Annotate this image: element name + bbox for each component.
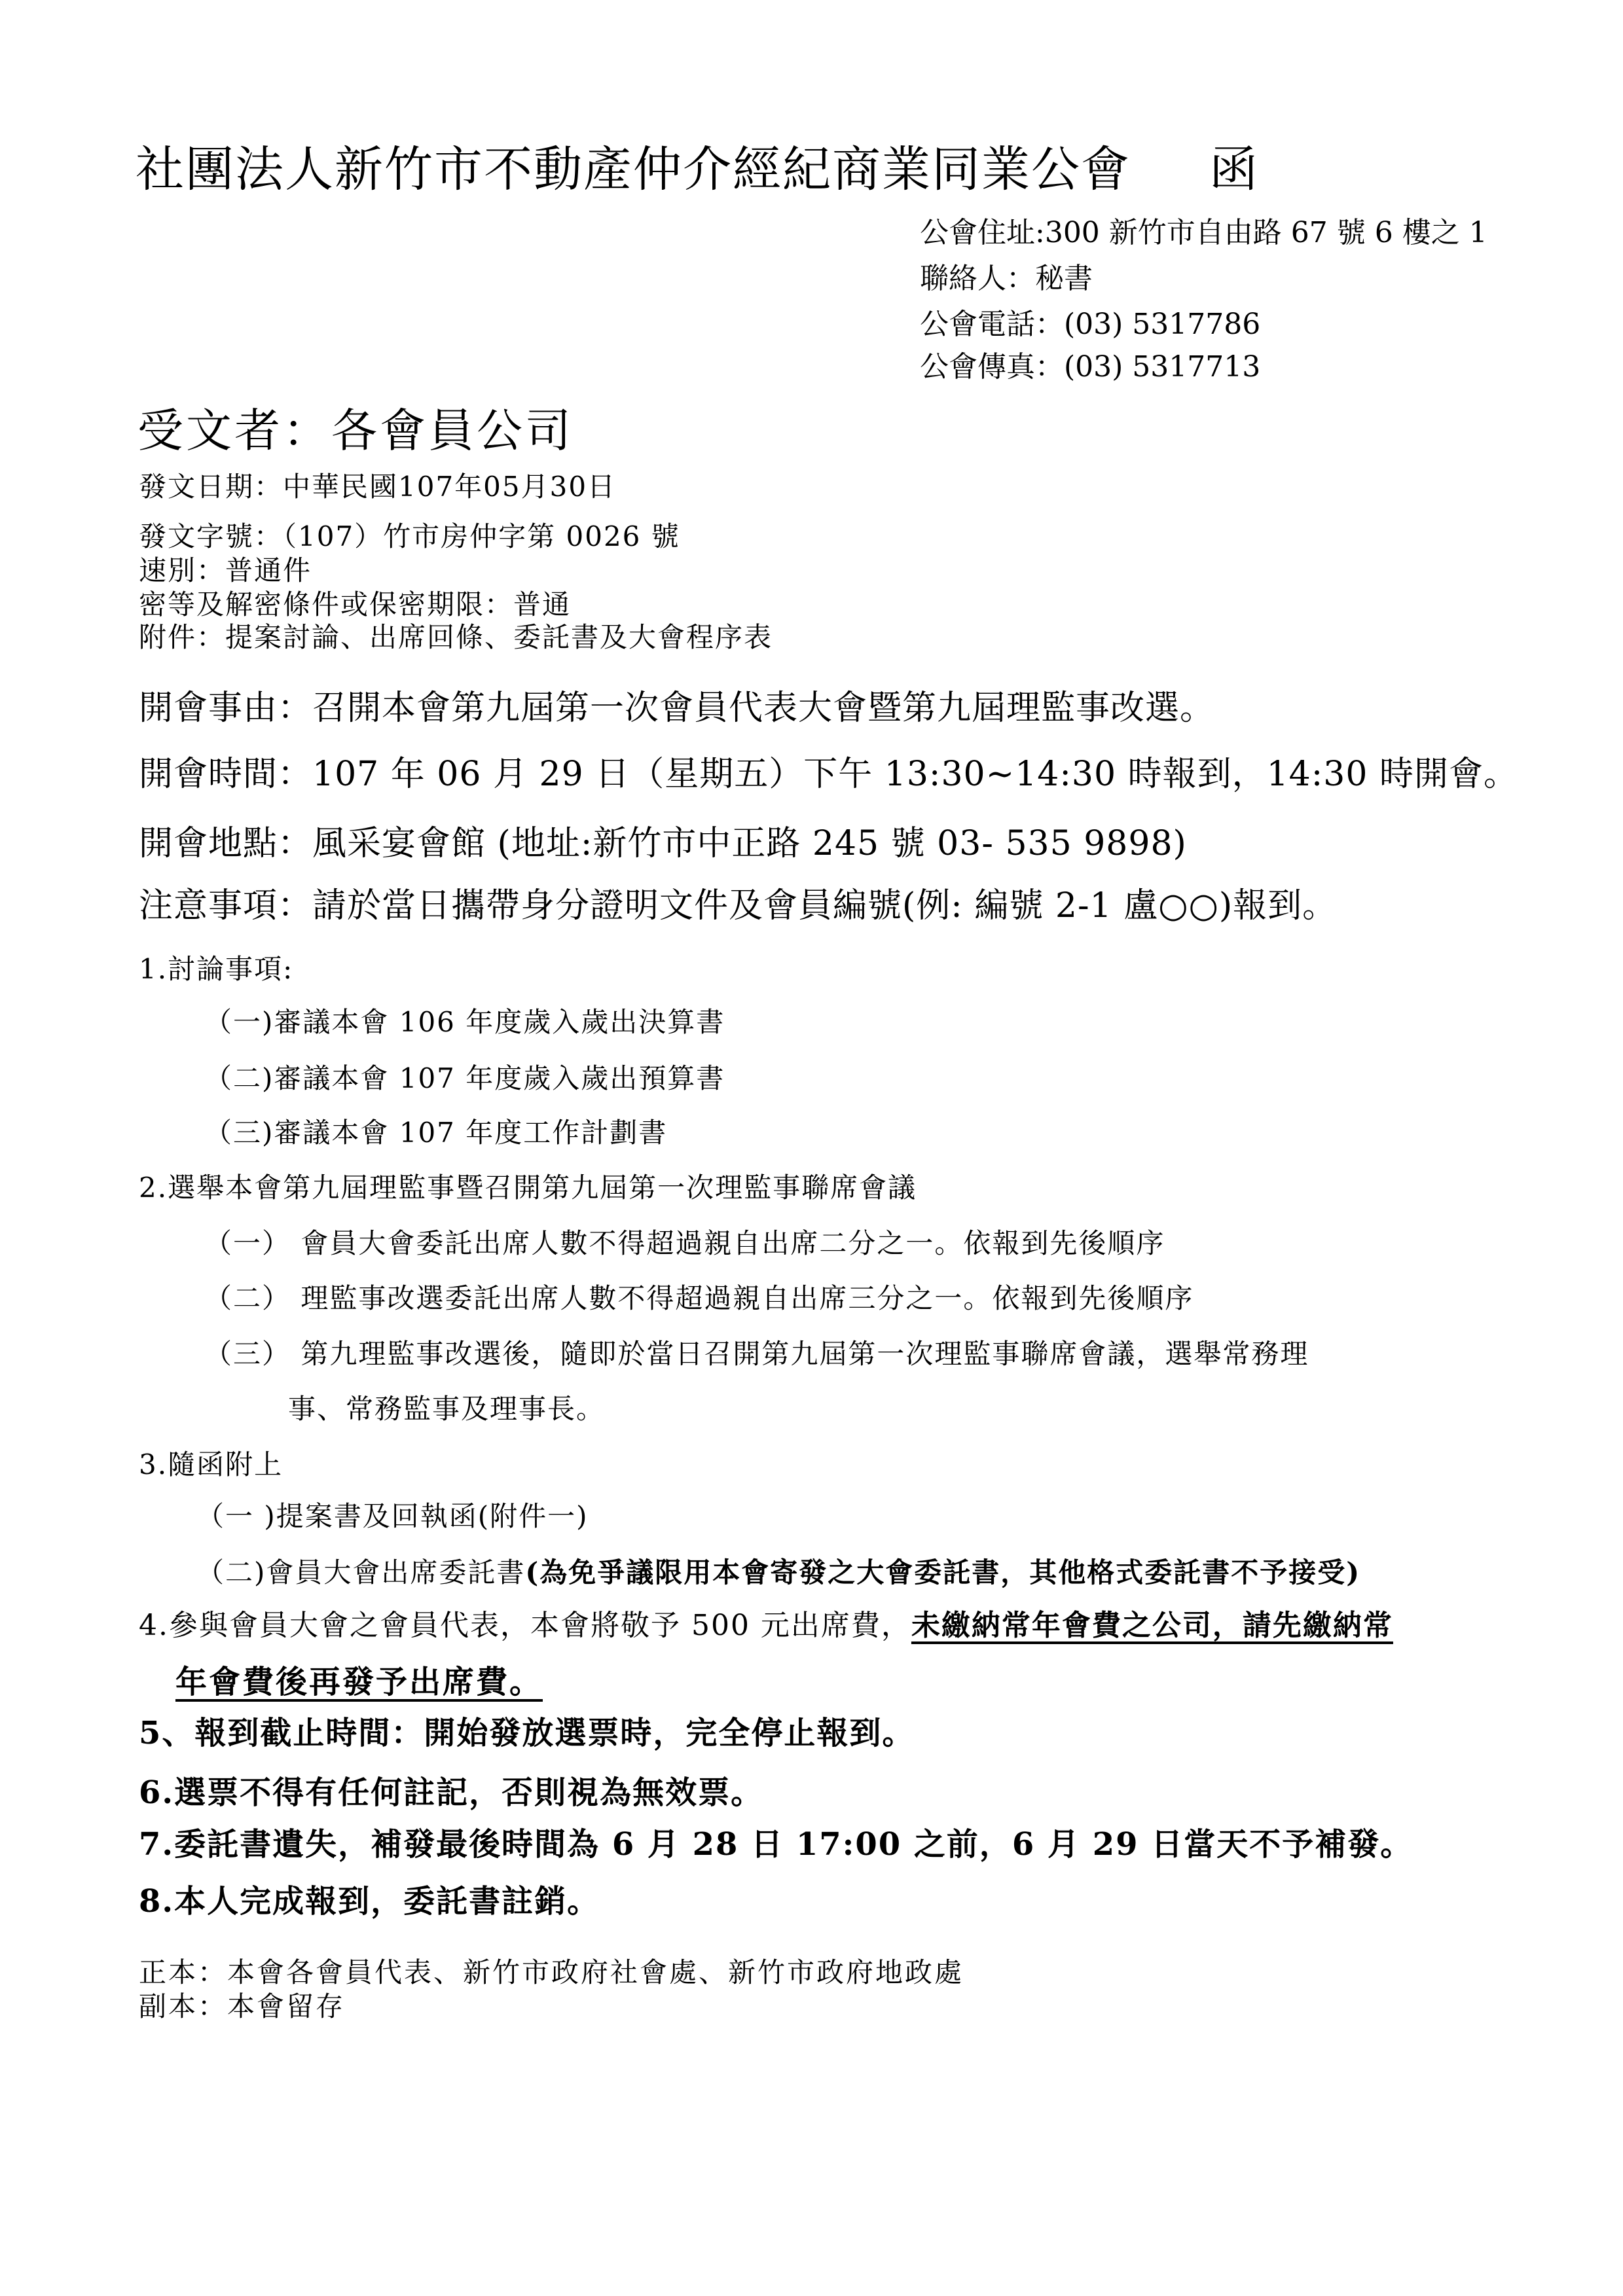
organization-name: 社團法人新竹市不動產仲介經紀商業同業公會 <box>136 141 1131 198</box>
item-4-underlined-1: 未繳納常年會費之公司，請先繳納常 <box>911 1609 1393 1642</box>
classification: 密等及解密條件或保密期限：普通 <box>139 588 572 620</box>
meeting-reason: 開會事由：召開本會第九屆第一次會員代表大會暨第九屆理監事改選。 <box>139 689 1215 728</box>
item-4-line-2 <box>175 1666 543 1698</box>
item-8-proxy-cancel: 8.本人完成報到，委託書註銷。 <box>139 1883 600 1920</box>
item-3-label: 3.隨函附上 <box>139 1448 283 1480</box>
item-2-sub-3-continuation: 事、常務監事及理事長。 <box>288 1393 606 1425</box>
item-5-checkin-deadline: 5、報到截止時間：開始發放選票時，完全停止報到。 <box>139 1715 915 1751</box>
item-3-sub-2 <box>196 1556 1361 1588</box>
item-1-label: 1.討論事項: <box>139 953 294 985</box>
item-2-sub-2: （二） 理監事改選委託出席人數不得超過親自出席三分之一。依報到先後順序 <box>204 1282 1194 1314</box>
item-1-sub-1: （一)審議本會 106 年度歲入歲出決算書 <box>204 1006 725 1038</box>
meeting-time: 開會時間：107 年 06 月 29 日（星期五）下午 13:30~14:30 時報到，14:30 時開會。 <box>139 755 1518 794</box>
recipient: 受文者：各會員公司 <box>137 404 574 457</box>
item-7-proxy-reissue: 7.委託書遺失，補發最後時間為 6 月 28 日 17:00 之前，6 月 29 日當天不予補發。 <box>139 1826 1413 1863</box>
item-6-ballot-rule: 6.選票不得有任何註記，否則視為無效票。 <box>139 1774 764 1811</box>
issue-date: 發文日期：中華民國107年05月30日 <box>139 471 617 503</box>
meeting-place: 開會地點：風采宴會館 (地址:新竹市中正路 245 號 03- 535 9898) <box>139 824 1187 863</box>
contact-fax: 公會傳真：(03) 5317713 <box>920 350 1261 384</box>
original-recipients: 正本：本會各會員代表、新竹市政府社會處、新竹市政府地政處 <box>139 1956 964 1988</box>
contact-address: 公會住址:300 新竹市自由路 67 號 6 樓之 1 <box>920 216 1487 249</box>
document-number: 發文字號：（107）竹市房仲字第 0026 號 <box>139 520 680 552</box>
item-1-sub-3: （三)審議本會 107 年度工作計劃書 <box>204 1117 668 1149</box>
contact-phone: 公會電話：(03) 5317786 <box>920 308 1261 341</box>
document-type: 函 <box>1209 141 1259 198</box>
item-3-sub-1: （一 )提案書及回執函(附件一) <box>196 1500 589 1532</box>
item-3-sub-2-text: （二)會員大會出席委託書 <box>196 1556 526 1588</box>
contact-person: 聯絡人：秘書 <box>920 262 1093 295</box>
delivery-speed: 速別：普通件 <box>139 554 312 586</box>
item-2-sub-1: （一） 會員大會委託出席人數不得超過親自出席二分之一。依報到先後順序 <box>204 1227 1165 1259</box>
letter-title <box>136 141 1259 198</box>
copy-recipients: 副本：本會留存 <box>139 1990 346 2022</box>
item-4-prefix: 4.參與會員大會之會員代表，本會將敬予 500 元出席費， <box>139 1609 911 1642</box>
item-4-line-1 <box>139 1611 1393 1640</box>
item-3-sub-2-bold-note: (為免爭議限用本會寄發之大會委託書，其他格式委託書不予接受) <box>525 1556 1361 1588</box>
meeting-notice: 注意事項：請於當日攜帶身分證明文件及會員編號(例: 編號 2-1 盧○○)報到。 <box>139 886 1338 925</box>
item-1-sub-2: （二)審議本會 107 年度歲入歲出預算書 <box>204 1062 725 1094</box>
attachments: 附件：提案討論、出席回條、委託書及大會程序表 <box>139 621 773 653</box>
item-2-sub-3: （三） 第九理監事改選後，隨即於當日召開第九屆第一次理監事聯席會議，選舉常務理 <box>204 1338 1309 1370</box>
item-4-underlined-2: 年會費後再發予出席費。 <box>175 1664 543 1700</box>
item-2-label: 2.選舉本會第九屆理監事暨召開第九屆第一次理監事聯席會議 <box>139 1172 917 1204</box>
